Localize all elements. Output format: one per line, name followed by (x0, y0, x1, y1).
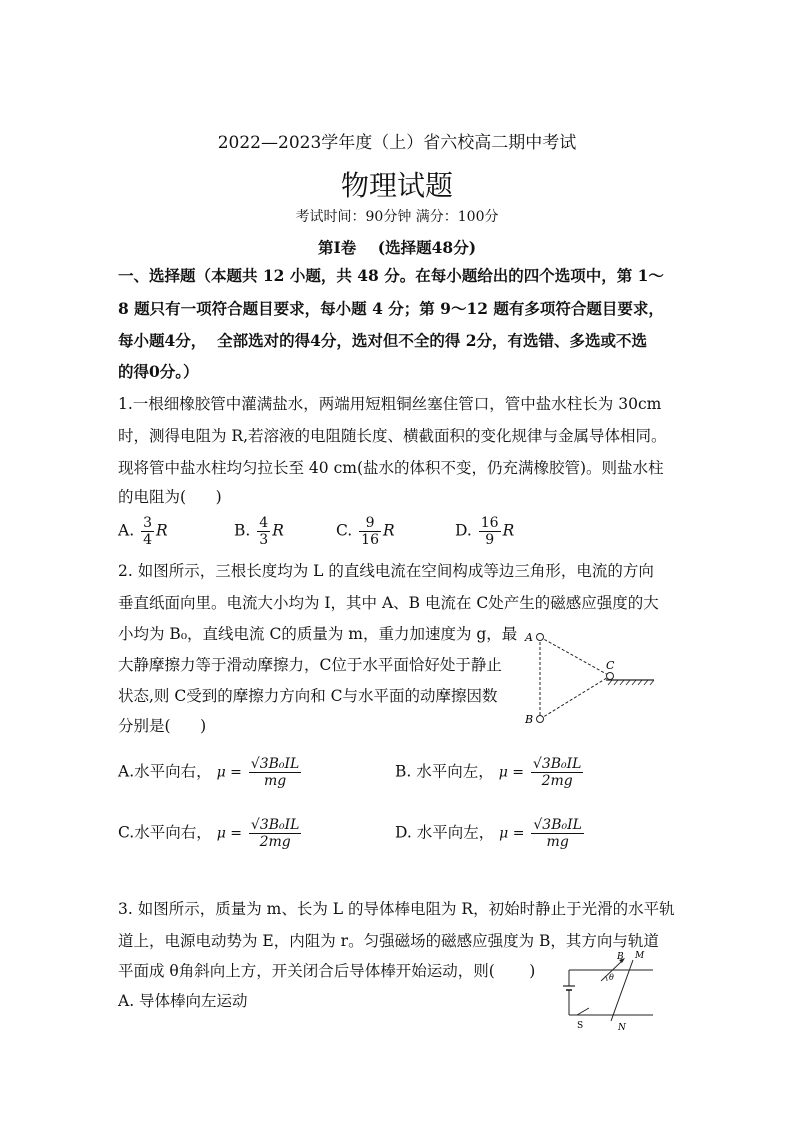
q1-option-d-den: 9 (485, 532, 495, 548)
q3-line-1: 3. 如图所示，质量为 m、长为 L 的导体棒电阻为 R，初始时静止于光滑的水平轨 (118, 900, 675, 918)
q2-option-b[interactable] (395, 756, 585, 789)
volume-title: 第Ⅰ卷 (选择题48分) (317, 238, 477, 257)
q1-line-2: 时，测得电阻为 R,若溶液的电阻随长度、横截面积的变化规律与金属导体相同。 (118, 427, 667, 445)
q1-option-d-label: D. (455, 521, 472, 540)
q2-option-d-label: D. 水平向左， (395, 823, 495, 842)
q2-wire-ac (540, 637, 610, 676)
q2-line-3: 小均为 B₀，直线电流 C的质量为 m，重力加速度为 g，最 (118, 625, 518, 643)
q2-option-d[interactable] (395, 817, 586, 850)
section1-line-2: 8 题只有一项符合题目要求，每小题 4 分；第 9～12 题有多项符合题目要求， (118, 299, 664, 318)
section1-line-4: 的得0分。） (118, 362, 199, 381)
q2-triangle-figure (520, 625, 660, 730)
q2-option-c[interactable] (118, 817, 303, 850)
q2-option-a-den: mg (263, 773, 287, 789)
q1-option-a-label: A. (118, 521, 135, 540)
q1-line-1: 1.一根细橡胶管中灌满盐水，两端用短粗铜丝塞住管口，管中盐水柱长为 30cm (118, 395, 662, 413)
q2-option-c-label: C.水平向右， (118, 823, 212, 842)
q3-label-s: S (577, 1021, 584, 1031)
q2-line-2: 垂直纸面向里。电流大小均为 I，其中 A、B 电流在 C处产生的磁感应强度的大 (118, 594, 659, 612)
q1-option-a-den: 4 (143, 532, 152, 548)
q2-option-c-mu: μ = (216, 825, 242, 842)
q2-label-c: C (606, 659, 615, 672)
q2-option-d-fraction (531, 817, 584, 850)
q1-option-b-label: B. (234, 521, 251, 540)
q2-label-a: A (525, 631, 533, 644)
q2-option-a-num: √3B₀IL (250, 756, 300, 772)
q2-option-d-den: mg (546, 834, 569, 850)
q2-option-b-num: √3B₀IL (532, 756, 582, 772)
exam-info: 考试时间：90分钟 满分：100分 (295, 209, 499, 225)
q1-option-b-den: 3 (259, 532, 269, 548)
q3-label-m: M (635, 951, 645, 961)
q3-line-3: 平面成 θ角斜向上方，开关闭合后导体棒开始运动，则( ) (118, 962, 536, 980)
q2-line-5: 状态,则 C受到的摩擦力方向和 C与水平面的动摩擦因数 (118, 687, 498, 705)
q2-option-b-den: 2mg (541, 773, 573, 789)
q1-option-b[interactable] (234, 515, 284, 548)
q2-option-a[interactable] (118, 756, 303, 789)
q2-wire-bc (540, 676, 610, 719)
q2-current-a (537, 634, 544, 641)
q1-line-3: 现将管中盐水柱均匀拉长至 40 cm(盐水的体积不变，仍充满橡胶管)。则盐水柱 (118, 459, 664, 477)
subject-title: 物理试题 (340, 169, 453, 202)
exam-title: 2022—2023学年度（上）省六校高二期中考试 (217, 133, 577, 153)
q2-option-c-num: √3B₀IL (250, 817, 300, 833)
q1-option-a-fraction (141, 515, 154, 548)
q3-circuit-figure (555, 948, 665, 1033)
section1-line-1: 一、选择题（本题共 12 小题，共 48 分。在每小题给出的四个选项中，第 1～ (118, 266, 664, 285)
q2-option-a-label: A.水平向右， (118, 762, 212, 781)
q1-option-b-num: 4 (259, 515, 269, 531)
q3-switch (577, 1008, 589, 1015)
q2-line-1: 2. 如图所示，三根长度均为 L 的直线电流在空间构成等边三角形，电流的方向 (118, 562, 654, 580)
q2-option-c-den: 2mg (259, 834, 291, 850)
q1-option-b-var: R (272, 521, 284, 540)
q3-label-n: N (618, 1023, 626, 1033)
q1-option-a-var: R (155, 521, 168, 540)
q3-conductor-rod (611, 960, 633, 1021)
q2-option-d-num: √3B₀IL (533, 817, 582, 833)
q1-option-a-num: 3 (143, 515, 152, 531)
q2-ground-hatch (608, 680, 654, 685)
q1-option-a[interactable] (118, 515, 168, 548)
q1-option-c-var: R (383, 521, 395, 540)
q1-option-c-label: C. (336, 521, 353, 540)
q2-option-b-mu: μ = (498, 764, 524, 781)
q1-option-c-num: 9 (359, 515, 381, 532)
q2-option-c-fraction (249, 817, 302, 850)
q2-line-4: 大静摩擦力等于滑动摩擦力，C位于水平面恰好处于静止 (118, 656, 502, 674)
q1-option-b-fraction (257, 515, 270, 548)
q2-option-b-label: B. 水平向左， (395, 762, 494, 781)
q3-label-b: B (617, 952, 624, 962)
q3-option-a[interactable]: A. 导体棒向左运动 (118, 992, 248, 1010)
q1-line-4: 的电阻为( ) (118, 488, 222, 506)
q2-line-6: 分别是( ) (118, 717, 207, 735)
q1-option-d[interactable] (455, 515, 514, 548)
q2-option-b-fraction (531, 756, 584, 789)
q1-option-d-var: R (502, 521, 515, 540)
q3-line-2: 道上，电源电动势为 E，内阻为 r。匀强磁场的磁感应强度为 B，其方向与轨道 (118, 932, 659, 950)
q2-option-d-mu: μ = (499, 825, 525, 842)
q3-angle-arc (605, 976, 607, 981)
q2-option-a-mu: μ = (216, 764, 242, 781)
q2-current-b (537, 716, 544, 723)
q2-option-a-fraction (249, 756, 302, 789)
q2-current-c (607, 673, 614, 680)
section1-line-3: 每小题4分， 全部选对的得4分，选对但不全的得 2分，有选错、多选或不选 (118, 331, 648, 350)
q1-option-d-num: 16 (480, 515, 499, 531)
q3-label-theta: θ (609, 973, 614, 982)
q1-option-c-fraction (359, 515, 381, 548)
q1-option-d-fraction (479, 515, 501, 548)
q1-option-c[interactable] (336, 515, 395, 548)
q2-label-b: B (525, 713, 534, 726)
q1-option-c-den: 16 (361, 532, 379, 548)
